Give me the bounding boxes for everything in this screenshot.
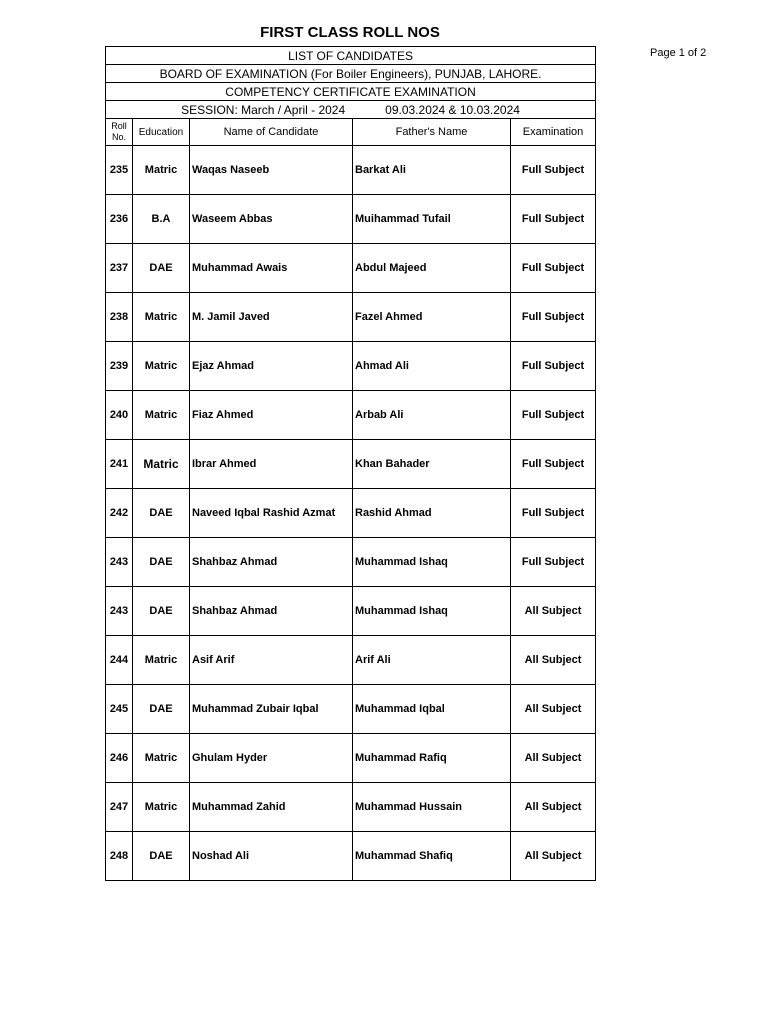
education-cell: Matric bbox=[133, 146, 190, 195]
father-name-cell: Muhammad Ishaq bbox=[353, 538, 511, 587]
education-cell: DAE bbox=[133, 685, 190, 734]
column-header-row bbox=[106, 119, 596, 146]
candidate-name-cell: Naveed Iqbal Rashid Azmat bbox=[190, 489, 353, 538]
exam-heading: COMPETENCY CERTIFICATE EXAMINATION bbox=[106, 83, 596, 101]
father-name-cell: Abdul Majeed bbox=[353, 244, 511, 293]
father-name-cell: Muhammad Iqbal bbox=[353, 685, 511, 734]
examination-cell: All Subject bbox=[511, 783, 596, 832]
examination-cell: Full Subject bbox=[511, 440, 596, 489]
session-dates: 09.03.2024 & 10.03.2024 bbox=[385, 102, 520, 117]
father-name-cell: Muhammad Ishaq bbox=[353, 587, 511, 636]
candidate-name-cell: Shahbaz Ahmad bbox=[190, 587, 353, 636]
candidate-name-cell: Waqas Naseeb bbox=[190, 146, 353, 195]
examination-cell: All Subject bbox=[511, 734, 596, 783]
examination-cell: Full Subject bbox=[511, 538, 596, 587]
examination-cell: All Subject bbox=[511, 685, 596, 734]
header-row-exam bbox=[106, 83, 596, 101]
education-cell: Matric bbox=[133, 440, 190, 489]
examination-cell: Full Subject bbox=[511, 146, 596, 195]
column-header-education: Education bbox=[133, 119, 190, 146]
roll-cell: 241 bbox=[106, 440, 133, 489]
father-name-cell: Arif Ali bbox=[353, 636, 511, 685]
father-name-cell: Muhammad Rafiq bbox=[353, 734, 511, 783]
roll-cell: 244 bbox=[106, 636, 133, 685]
examination-cell: Full Subject bbox=[511, 195, 596, 244]
father-name-cell: Khan Bahader bbox=[353, 440, 511, 489]
education-cell: Matric bbox=[133, 293, 190, 342]
table-row bbox=[106, 391, 596, 440]
table-row bbox=[106, 783, 596, 832]
roll-cell: 238 bbox=[106, 293, 133, 342]
column-header-roll bbox=[106, 119, 133, 146]
session-heading bbox=[106, 101, 596, 119]
table-row bbox=[106, 538, 596, 587]
column-header-name: Name of Candidate bbox=[190, 119, 353, 146]
candidate-name-cell: Ghulam Hyder bbox=[190, 734, 353, 783]
roll-cell: 243 bbox=[106, 538, 133, 587]
table-row bbox=[106, 195, 596, 244]
father-name-cell: Fazel Ahmed bbox=[353, 293, 511, 342]
document-title: FIRST CLASS ROLL NOS bbox=[260, 24, 440, 41]
table-row bbox=[106, 293, 596, 342]
column-header-exam: Examination bbox=[511, 119, 596, 146]
roll-cell: 237 bbox=[106, 244, 133, 293]
header-row-list bbox=[106, 47, 596, 65]
father-name-cell: Muihammad Tufail bbox=[353, 195, 511, 244]
father-name-cell: Barkat Ali bbox=[353, 146, 511, 195]
father-name-cell: Muhammad Hussain bbox=[353, 783, 511, 832]
session-text: SESSION: March / April - 2024 bbox=[181, 102, 346, 117]
examination-cell: Full Subject bbox=[511, 489, 596, 538]
candidate-name-cell: Fiaz Ahmed bbox=[190, 391, 353, 440]
roll-cell: 243 bbox=[106, 587, 133, 636]
father-name-cell: Arbab Ali bbox=[353, 391, 511, 440]
table-row bbox=[106, 244, 596, 293]
candidates-table bbox=[105, 46, 596, 881]
candidate-name-cell: Muhammad Zahid bbox=[190, 783, 353, 832]
roll-cell: 246 bbox=[106, 734, 133, 783]
education-cell: DAE bbox=[133, 587, 190, 636]
roll-cell: 247 bbox=[106, 783, 133, 832]
education-cell: Matric bbox=[133, 391, 190, 440]
candidate-name-cell: Waseem Abbas bbox=[190, 195, 353, 244]
table-row bbox=[106, 685, 596, 734]
table-row bbox=[106, 146, 596, 195]
table-row bbox=[106, 832, 596, 881]
table-row bbox=[106, 734, 596, 783]
header-row-session bbox=[106, 101, 596, 119]
roll-cell: 236 bbox=[106, 195, 133, 244]
father-name-cell: Rashid Ahmad bbox=[353, 489, 511, 538]
page-indicator: Page 1 of 2 bbox=[650, 47, 707, 59]
candidate-name-cell: M. Jamil Javed bbox=[190, 293, 353, 342]
list-of-candidates-heading: LIST OF CANDIDATES bbox=[106, 47, 596, 65]
education-cell: DAE bbox=[133, 538, 190, 587]
candidate-name-cell: Ibrar Ahmed bbox=[190, 440, 353, 489]
candidate-name-cell: Muhammad Zubair Iqbal bbox=[190, 685, 353, 734]
examination-cell: All Subject bbox=[511, 587, 596, 636]
examination-cell: All Subject bbox=[511, 832, 596, 881]
education-cell: B.A bbox=[133, 195, 190, 244]
candidate-name-cell: Asif Arif bbox=[190, 636, 353, 685]
education-cell: DAE bbox=[133, 832, 190, 881]
examination-cell: Full Subject bbox=[511, 244, 596, 293]
roll-cell: 239 bbox=[106, 342, 133, 391]
candidate-name-cell: Shahbaz Ahmad bbox=[190, 538, 353, 587]
roll-cell: 240 bbox=[106, 391, 133, 440]
table-row bbox=[106, 440, 596, 489]
examination-cell: All Subject bbox=[511, 636, 596, 685]
examination-cell: Full Subject bbox=[511, 342, 596, 391]
examination-cell: Full Subject bbox=[511, 391, 596, 440]
table-row bbox=[106, 342, 596, 391]
roll-cell: 242 bbox=[106, 489, 133, 538]
education-cell: Matric bbox=[133, 783, 190, 832]
examination-cell: Full Subject bbox=[511, 293, 596, 342]
roll-header-line2: No. bbox=[111, 132, 126, 142]
education-cell: Matric bbox=[133, 342, 190, 391]
column-header-father: Father's Name bbox=[353, 119, 511, 146]
candidate-name-cell: Ejaz Ahmad bbox=[190, 342, 353, 391]
education-cell: Matric bbox=[133, 734, 190, 783]
roll-cell: 245 bbox=[106, 685, 133, 734]
table-row bbox=[106, 636, 596, 685]
header-row-board bbox=[106, 65, 596, 83]
education-cell: DAE bbox=[133, 244, 190, 293]
roll-cell: 235 bbox=[106, 146, 133, 195]
roll-cell: 248 bbox=[106, 832, 133, 881]
board-heading: BOARD OF EXAMINATION (For Boiler Engineers), PUNJAB, LAHORE. bbox=[106, 65, 596, 83]
roll-header-line1: Roll bbox=[111, 121, 127, 131]
table-row bbox=[106, 587, 596, 636]
education-cell: DAE bbox=[133, 489, 190, 538]
education-cell: Matric bbox=[133, 636, 190, 685]
father-name-cell: Muhammad Shafiq bbox=[353, 832, 511, 881]
candidate-name-cell: Noshad Ali bbox=[190, 832, 353, 881]
father-name-cell: Ahmad Ali bbox=[353, 342, 511, 391]
table-row bbox=[106, 489, 596, 538]
candidate-name-cell: Muhammad Awais bbox=[190, 244, 353, 293]
